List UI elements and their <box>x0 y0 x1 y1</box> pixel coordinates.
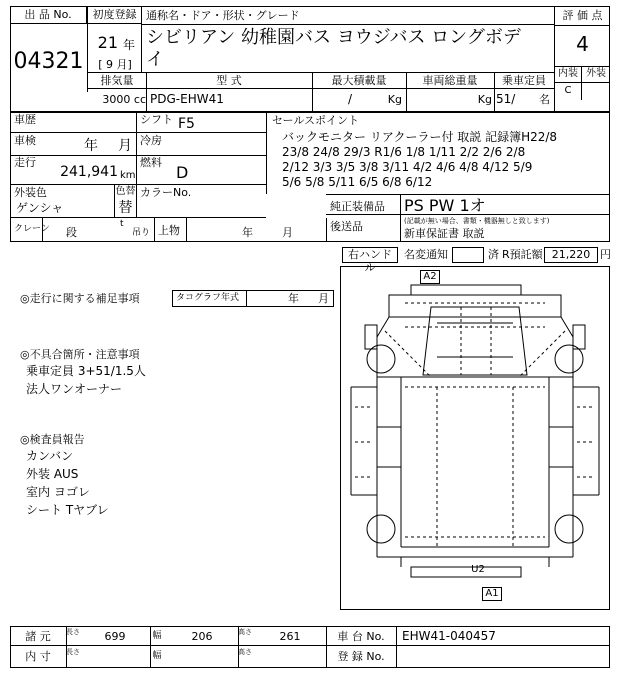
ac-label: 冷房 <box>140 134 162 147</box>
model-code-label: 型 式 <box>216 74 242 87</box>
mileage-unit: km <box>120 170 136 181</box>
reg-label: 登 録 No. <box>337 650 385 663</box>
equipment-divider <box>400 194 401 242</box>
width-label: 幅 <box>152 631 162 641</box>
defect-1: 乗車定員 3+51/1.5人 <box>26 364 146 378</box>
vehicle-diagram <box>341 267 609 609</box>
lot-no-label: 出 品 No. <box>10 6 87 24</box>
mileage-label: 走行 <box>14 156 36 169</box>
tacho-year: 年 <box>288 292 299 305</box>
crane-t: t <box>120 219 124 229</box>
recycle-amount: 21,220 <box>544 247 598 263</box>
tacho-month: 月 <box>318 292 329 305</box>
length-label: 長さ <box>66 628 80 636</box>
rhd-label: 右ハンドル <box>342 247 398 263</box>
sales-line-4: 5/6 5/8 5/11 6/5 6/8 6/12 <box>282 175 433 189</box>
footer-div-5 <box>396 626 397 668</box>
crane-stage: 段 <box>66 226 77 239</box>
color-change-label: 色替 <box>115 186 136 197</box>
inspector-3: 室内 ヨゴレ <box>26 485 90 499</box>
height-label: 高さ <box>238 628 252 636</box>
sales-line-1: バックモニター リアクーラー付 取説 記録簿H22/8 <box>282 130 558 144</box>
chassis: EHW41-040457 <box>402 629 496 643</box>
driving-title: ◎走行に関する補足事項 <box>20 292 140 305</box>
color-no-label: カラーNo. <box>140 186 192 199</box>
tacho-label: タコグラフ年式 <box>176 293 240 303</box>
upper-divider <box>154 218 155 242</box>
model-name-label: 通称名・ドア・形状・グレード <box>146 9 300 22</box>
upper-divider-2 <box>186 218 187 242</box>
score-label: 評 価 点 <box>554 6 610 26</box>
dims-label: 諸 元 <box>25 630 51 643</box>
length: 699 <box>104 630 126 643</box>
recycle-unit: 円 <box>600 248 611 261</box>
marker-a2: A2 <box>420 270 440 284</box>
displacement: 3000 cc <box>102 93 146 106</box>
model-code: PDG-EHW41 <box>150 92 224 106</box>
exterior-grade <box>582 82 610 100</box>
inspector-2: 外装 AUS <box>26 467 79 481</box>
fuel-label: 燃料 <box>140 156 162 169</box>
sales-line-2: 23/8 24/8 29/3 R1/6 1/8 1/11 2/2 2/6 2/8 <box>282 145 526 159</box>
equipment-row-top <box>326 194 610 195</box>
upper-label: 上物 <box>158 224 180 237</box>
inspector-1: カンバン <box>26 449 74 463</box>
capacity-value: 51/ <box>496 92 516 106</box>
shift-label: シフト <box>140 113 173 126</box>
mileage-row-line <box>10 184 266 185</box>
capacity-divider <box>554 72 555 112</box>
lot-no: 04321 <box>13 49 84 74</box>
crane-right-divider <box>326 218 327 242</box>
footer-mid-line <box>10 645 610 646</box>
score: 4 <box>554 26 610 66</box>
max-load-value: / <box>347 92 352 106</box>
defect-2: 法人ワンオーナー <box>26 382 123 396</box>
after-note: (記載が無い場合、書類・機器無しと致します) <box>404 217 550 225</box>
left-col-divider <box>136 112 137 218</box>
color-change: 替 <box>118 200 133 216</box>
max-load-label: 最大積載量 <box>331 74 387 87</box>
inspection-year-unit: 年 <box>84 138 98 154</box>
height: 261 <box>279 630 301 643</box>
recycle-label: R預託額 <box>502 248 543 261</box>
spec-row-mid <box>88 88 554 89</box>
crane-hang: 吊り <box>132 228 151 238</box>
capacity-unit: 名 <box>539 93 550 106</box>
exterior-label: 外装 <box>582 66 610 82</box>
defects-title: ◎不具合箇所・注意事項 <box>20 348 140 361</box>
sales-divider <box>266 112 267 194</box>
model-name-label-line <box>142 24 554 25</box>
name-change-label: 名変通知 <box>404 248 448 261</box>
name-change-box <box>452 247 484 263</box>
interior-label: 内装 <box>554 66 582 82</box>
inspector-4: シート Tヤブレ <box>26 503 109 517</box>
upper-month: 月 <box>282 226 293 239</box>
width: 206 <box>191 630 213 643</box>
inspection-label: 車検 <box>14 134 36 147</box>
shift-row-line <box>136 132 266 133</box>
first-reg-year: 21 <box>97 33 118 52</box>
model-name-line2: イ <box>146 49 164 70</box>
after-row-top <box>326 214 610 215</box>
tacho-divider <box>246 290 247 307</box>
equipment-label: 純正装備品 <box>330 200 385 213</box>
color: ゲンシャ <box>16 201 64 215</box>
gross-weight-label: 車両総重量 <box>422 74 478 87</box>
color-row-line <box>10 217 266 218</box>
first-reg-year-unit: 年 <box>123 38 136 52</box>
inner-width-label: 幅 <box>152 651 162 661</box>
inner-label: 内 寸 <box>25 650 51 663</box>
inner-length-label: 長さ <box>66 648 80 656</box>
fuel: D <box>176 163 189 182</box>
marker-u2: U2 <box>471 564 485 575</box>
inspector-title: ◎検査員報告 <box>20 433 85 446</box>
first-reg-label: 初度登録 <box>88 6 142 24</box>
sales-points-label: セールスポイント <box>272 114 360 127</box>
history-label: 車歴 <box>14 113 36 126</box>
chassis-label: 車 台 No. <box>337 630 385 643</box>
marker-a1: A1 <box>482 587 502 601</box>
diagram-frame <box>340 266 610 610</box>
equipment: PS PW 1オ <box>404 196 486 215</box>
shift: F5 <box>178 116 195 132</box>
mileage: 241,941 <box>60 164 118 180</box>
first-reg-month: [ 9 月] <box>98 58 132 71</box>
first-reg-divider <box>141 6 142 72</box>
after-label: 後送品 <box>330 220 363 233</box>
upper-year: 年 <box>242 226 253 239</box>
model-name-line1: シビリアン 幼稚園バス ヨウジバス ロングボデ <box>146 27 521 48</box>
inspection-month-unit: 月 <box>118 138 132 154</box>
interior-grade: C <box>554 82 582 100</box>
crane-label: クレーン <box>14 224 50 234</box>
sales-line-3: 2/12 3/3 3/5 3/8 3/11 4/2 4/6 4/8 4/12 5/9 <box>282 160 533 174</box>
tax-label: 済 <box>488 248 499 261</box>
inner-height-label: 高さ <box>238 648 252 656</box>
capacity-label: 乗車定員 <box>502 74 546 87</box>
color-label: 外装色 <box>14 186 47 199</box>
crane-divider <box>42 218 43 242</box>
gross-weight-unit: Kg <box>477 93 492 106</box>
history-row-line <box>10 132 136 133</box>
displacement-label: 排気量 <box>100 74 134 87</box>
after-items: 新車保証書 取説 <box>404 227 485 240</box>
spec-row-top <box>88 72 554 73</box>
max-load-unit: Kg <box>387 93 402 106</box>
